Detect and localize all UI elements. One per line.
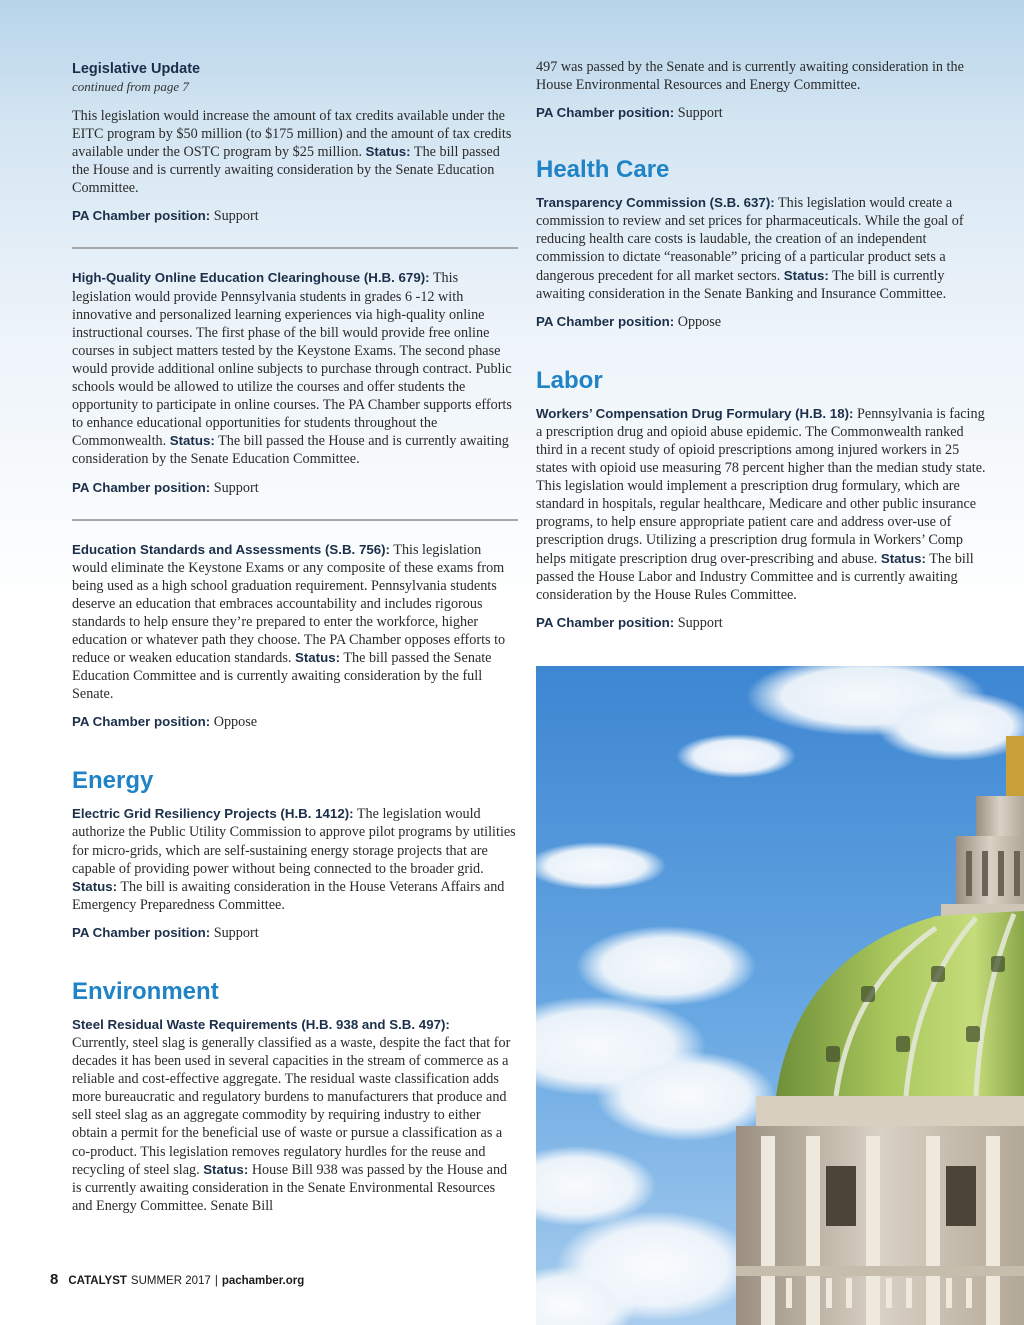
position-label: PA Chamber position: xyxy=(536,105,675,121)
status-label: Status: xyxy=(783,267,829,283)
tax-credit-body: This legislation would increase the amount of tax credits available under the EITC program by $50 million (to $175 million) and the amount of tax credits available under the OSTC program by $25 million. xyxy=(72,108,512,161)
environment-paragraph xyxy=(72,1016,518,1215)
issue-label: SUMMER 2017 xyxy=(130,1275,211,1287)
status-label: Status: xyxy=(169,433,215,449)
bill-status: The bill passed the Senate Education Committee and is currently awaiting consideration by the full Senate. xyxy=(72,650,492,703)
page-number: 8 xyxy=(50,1271,59,1288)
section-heading-labor: Labor xyxy=(536,366,603,394)
status-label: Status: xyxy=(203,1161,249,1177)
magazine-name: CATALYST xyxy=(68,1275,127,1287)
chamber-position xyxy=(72,713,518,731)
right-column xyxy=(536,58,988,632)
status-label: Status: xyxy=(880,550,926,566)
bill-title: High-Quality Online Education Clearinghouse (H.B. 679): xyxy=(72,270,430,286)
footer-separator: | xyxy=(214,1275,218,1287)
status-label: Status: xyxy=(72,878,118,894)
labor-paragraph xyxy=(536,405,988,604)
position-value: Support xyxy=(213,479,259,496)
position-label: PA Chamber position: xyxy=(72,479,211,495)
bill-body: This legislation would create a commission to review and set prices for pharmaceuticals. While the goal of reducing health care costs is laudable, the creation of an independent commission to dictate “reasonable” pricing of a particular product sets a dangerous precedent for all market sectors. xyxy=(536,195,964,284)
position-label: PA Chamber position: xyxy=(536,614,675,630)
divider xyxy=(72,519,518,521)
position-value: Support xyxy=(213,208,259,225)
page-footer xyxy=(50,1271,304,1288)
position-label: PA Chamber position: xyxy=(72,208,211,224)
status-label: Status: xyxy=(365,144,411,160)
bill-body: Pennsylvania is facing a prescription drug and opioid abuse epidemic. The Commonwealth ranked third in a recent study of opioid prescriptions among injured workers in 25 states with opioid use measuring 78 percent higher than the median study state. This legislation would implement a prescription drug formulary, which are standard in hospitals, regular healthcare, Medicare and other public insurance programs, to help ensure appropriate patient care and address over-use of prescription drugs. Utilizing a prescription drug formula in Workers’ Comp helps mitigate prescription drug over-prescribing and abuse. xyxy=(536,405,986,567)
left-column xyxy=(72,58,518,1215)
chamber-position xyxy=(72,479,518,497)
section-heading-health-care: Health Care xyxy=(536,156,670,184)
position-value: Support xyxy=(677,105,723,122)
position-value: Oppose xyxy=(213,714,258,731)
chamber-position xyxy=(536,313,988,331)
bill-title: Education Standards and Assessments (S.B. 756): xyxy=(72,541,390,557)
capitol-dome-photo xyxy=(536,666,1024,1325)
bill-title: Electric Grid Resiliency Projects (H.B. 1412): xyxy=(72,806,354,822)
position-value: Support xyxy=(677,614,723,631)
section-heading-environment: Environment xyxy=(72,977,219,1005)
continued-from-note: continued from page 7 xyxy=(72,79,189,94)
position-label: PA Chamber position: xyxy=(536,313,675,329)
bill-status: House Bill 938 was passed by the House and is currently awaiting consideration in the Senate Environmental Resources and Energy Committee. Senate Bill xyxy=(72,1161,508,1214)
bill-body: This legislation would eliminate the Keystone Exams or any composite of these exams from being used as a high school graduation requirement. Pennsylvania students deserve an education that embraces accountability and includes rigorous standards to help ensure they’re prepared to enter the workforce, higher education or whatever path they choose. The PA Chamber opposes efforts to reduce or weaken education standards. xyxy=(72,541,506,667)
website-link[interactable]: pachamber.org xyxy=(221,1275,305,1287)
bill-status: The bill passed the House Labor and Industry Committee and is currently awaiting consideration by the House Rules Committee. xyxy=(536,550,974,603)
status-label: Status: xyxy=(294,650,341,666)
capitol-dome-icon xyxy=(536,666,1024,1325)
bill-body: This legislation would provide Pennsylvania students in grades 6 -12 with innovative and personalized learning experiences via high-quality online instructional courses. The first phase of the bill would provide free online courses in subject matters tested by the Keystone Exams. The second phase would provide additional online subjects to purchase through contract. Public schools would be allowed to utilize the courses and offer students the opportunity to participate in online courses. The PA Chamber supports efforts to enhance educational opportunities for students throughout the Commonwealth. xyxy=(72,270,512,450)
tax-credit-paragraph xyxy=(72,107,518,197)
bill-status: The bill passed the House and is currently awaiting consideration by the Senate Education Committee. xyxy=(72,433,509,468)
bill-status: The bill is awaiting consideration in the House Veterans Affairs and Emergency Preparedness Committee. xyxy=(72,878,505,913)
tax-credit-status: The bill passed the House and is currently awaiting consideration by the Senate Education Committee. xyxy=(72,144,500,197)
education-standards-paragraph xyxy=(72,541,518,704)
energy-paragraph xyxy=(72,805,518,914)
position-label: PA Chamber position: xyxy=(72,714,211,730)
environment-continued: 497 was passed by the Senate and is currently awaiting consideration in the House Environmental Resources and Energy Committee. xyxy=(536,59,964,94)
online-education-paragraph xyxy=(72,269,518,468)
bill-status: The bill is currently awaiting consideration in the Senate Banking and Insurance Committee. xyxy=(536,267,947,302)
chamber-position xyxy=(536,614,988,632)
section-kicker: Legislative Update xyxy=(72,61,201,77)
bill-body: The legislation would authorize the Public Utility Commission to approve pilot programs by utilities for micro-grids, which are self-sustaining energy storage projects that are capable of providing power without being connected to the broader grid. xyxy=(72,806,516,877)
section-heading-energy: Energy xyxy=(72,767,154,795)
bill-title: Steel Residual Waste Requirements (H.B. 938 and S.B. 497): xyxy=(72,1016,450,1032)
position-label: PA Chamber position: xyxy=(72,924,211,940)
bill-title: Workers’ Compensation Drug Formulary (H.B. 18): xyxy=(536,405,854,421)
chamber-position xyxy=(536,104,988,122)
bill-body: Currently, steel slag is generally classified as a waste, despite the fact that for decades it has been used in several capacities in the stream of commerce as a reliable and cost-effective aggregate. The residual waste classification adds more bureaucratic and regulatory burdens to manufacturers that produce and sell steel slag as an aggregate commodity by requiring industry to either obtain a permit for the beneficial use of waste or pursue a classification as a co-product. This legislation removes regulatory hurdles for the reuse and recycling of steel slag. xyxy=(72,1035,511,1178)
position-value: Oppose xyxy=(677,313,722,330)
chamber-position xyxy=(72,924,518,942)
bill-title: Transparency Commission (S.B. 637): xyxy=(536,195,775,211)
divider xyxy=(72,247,518,249)
health-paragraph xyxy=(536,194,988,303)
chamber-position xyxy=(72,207,518,225)
position-value: Support xyxy=(213,924,259,941)
